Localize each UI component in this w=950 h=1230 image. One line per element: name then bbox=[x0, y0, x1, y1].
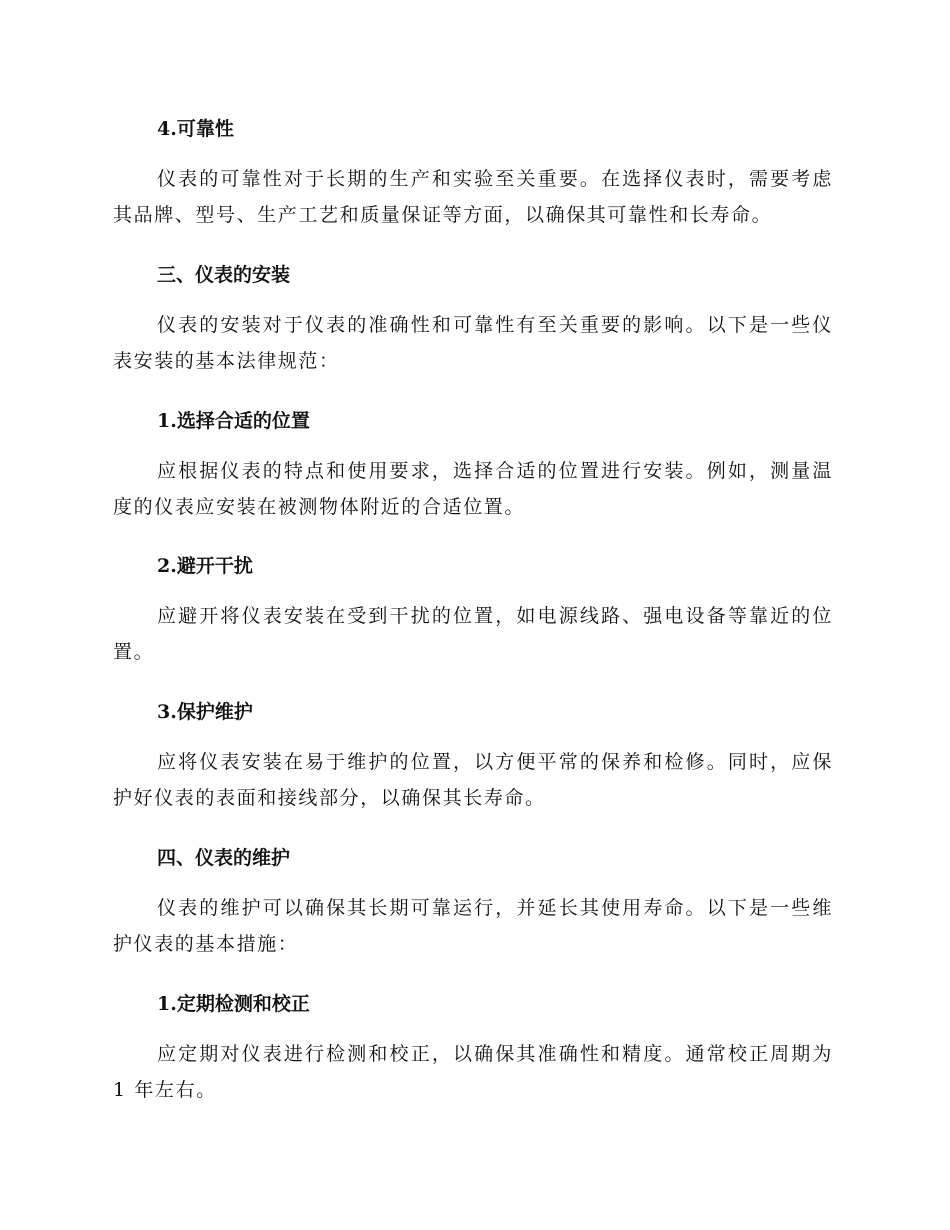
paragraph-periodic-calibration: 应定期对仪表进行检测和校正，以确保其准确性和精度。通常校正周期为 1 年左右。 bbox=[113, 1043, 833, 1101]
heading-choose-location: 1.选择合适的位置 bbox=[157, 410, 310, 432]
heading-avoid-interference: 2.避开干扰 bbox=[157, 555, 253, 577]
paragraph-reliability: 仪表的可靠性对于长期的生产和实验至关重要。在选择仪表时，需要考虑其品牌、型号、生产工艺和质量保证等方面，以确保其可靠性和长寿命。 bbox=[113, 168, 833, 226]
heading-periodic-calibration: 1.定期检测和校正 bbox=[157, 993, 310, 1015]
heading-installation: 三、仪表的安装 bbox=[157, 264, 291, 286]
paragraph-choose-location: 应根据仪表的特点和使用要求，选择合适的位置进行安装。例如，测量温度的仪表应安装在被测物体附近的合适位置。 bbox=[113, 460, 833, 518]
paragraph-avoid-interference: 应避开将仪表安装在受到干扰的位置，如电源线路、强电设备等靠近的位置。 bbox=[113, 605, 833, 663]
heading-maintenance: 四、仪表的维护 bbox=[157, 847, 291, 869]
paragraph-installation: 仪表的安装对于仪表的准确性和可靠性有至关重要的影响。以下是一些仪表安装的基本法律规范： bbox=[113, 314, 833, 372]
paragraph-maintenance: 仪表的维护可以确保其长期可靠运行，并延长其使用寿命。以下是一些维护仪表的基本措施： bbox=[113, 897, 833, 955]
heading-protection-maintenance: 3.保护维护 bbox=[157, 701, 253, 723]
heading-reliability: 4.可靠性 bbox=[157, 118, 234, 140]
paragraph-protection-maintenance: 应将仪表安装在易于维护的位置，以方便平常的保养和检修。同时，应保护好仪表的表面和接线部分，以确保其长寿命。 bbox=[113, 751, 833, 809]
